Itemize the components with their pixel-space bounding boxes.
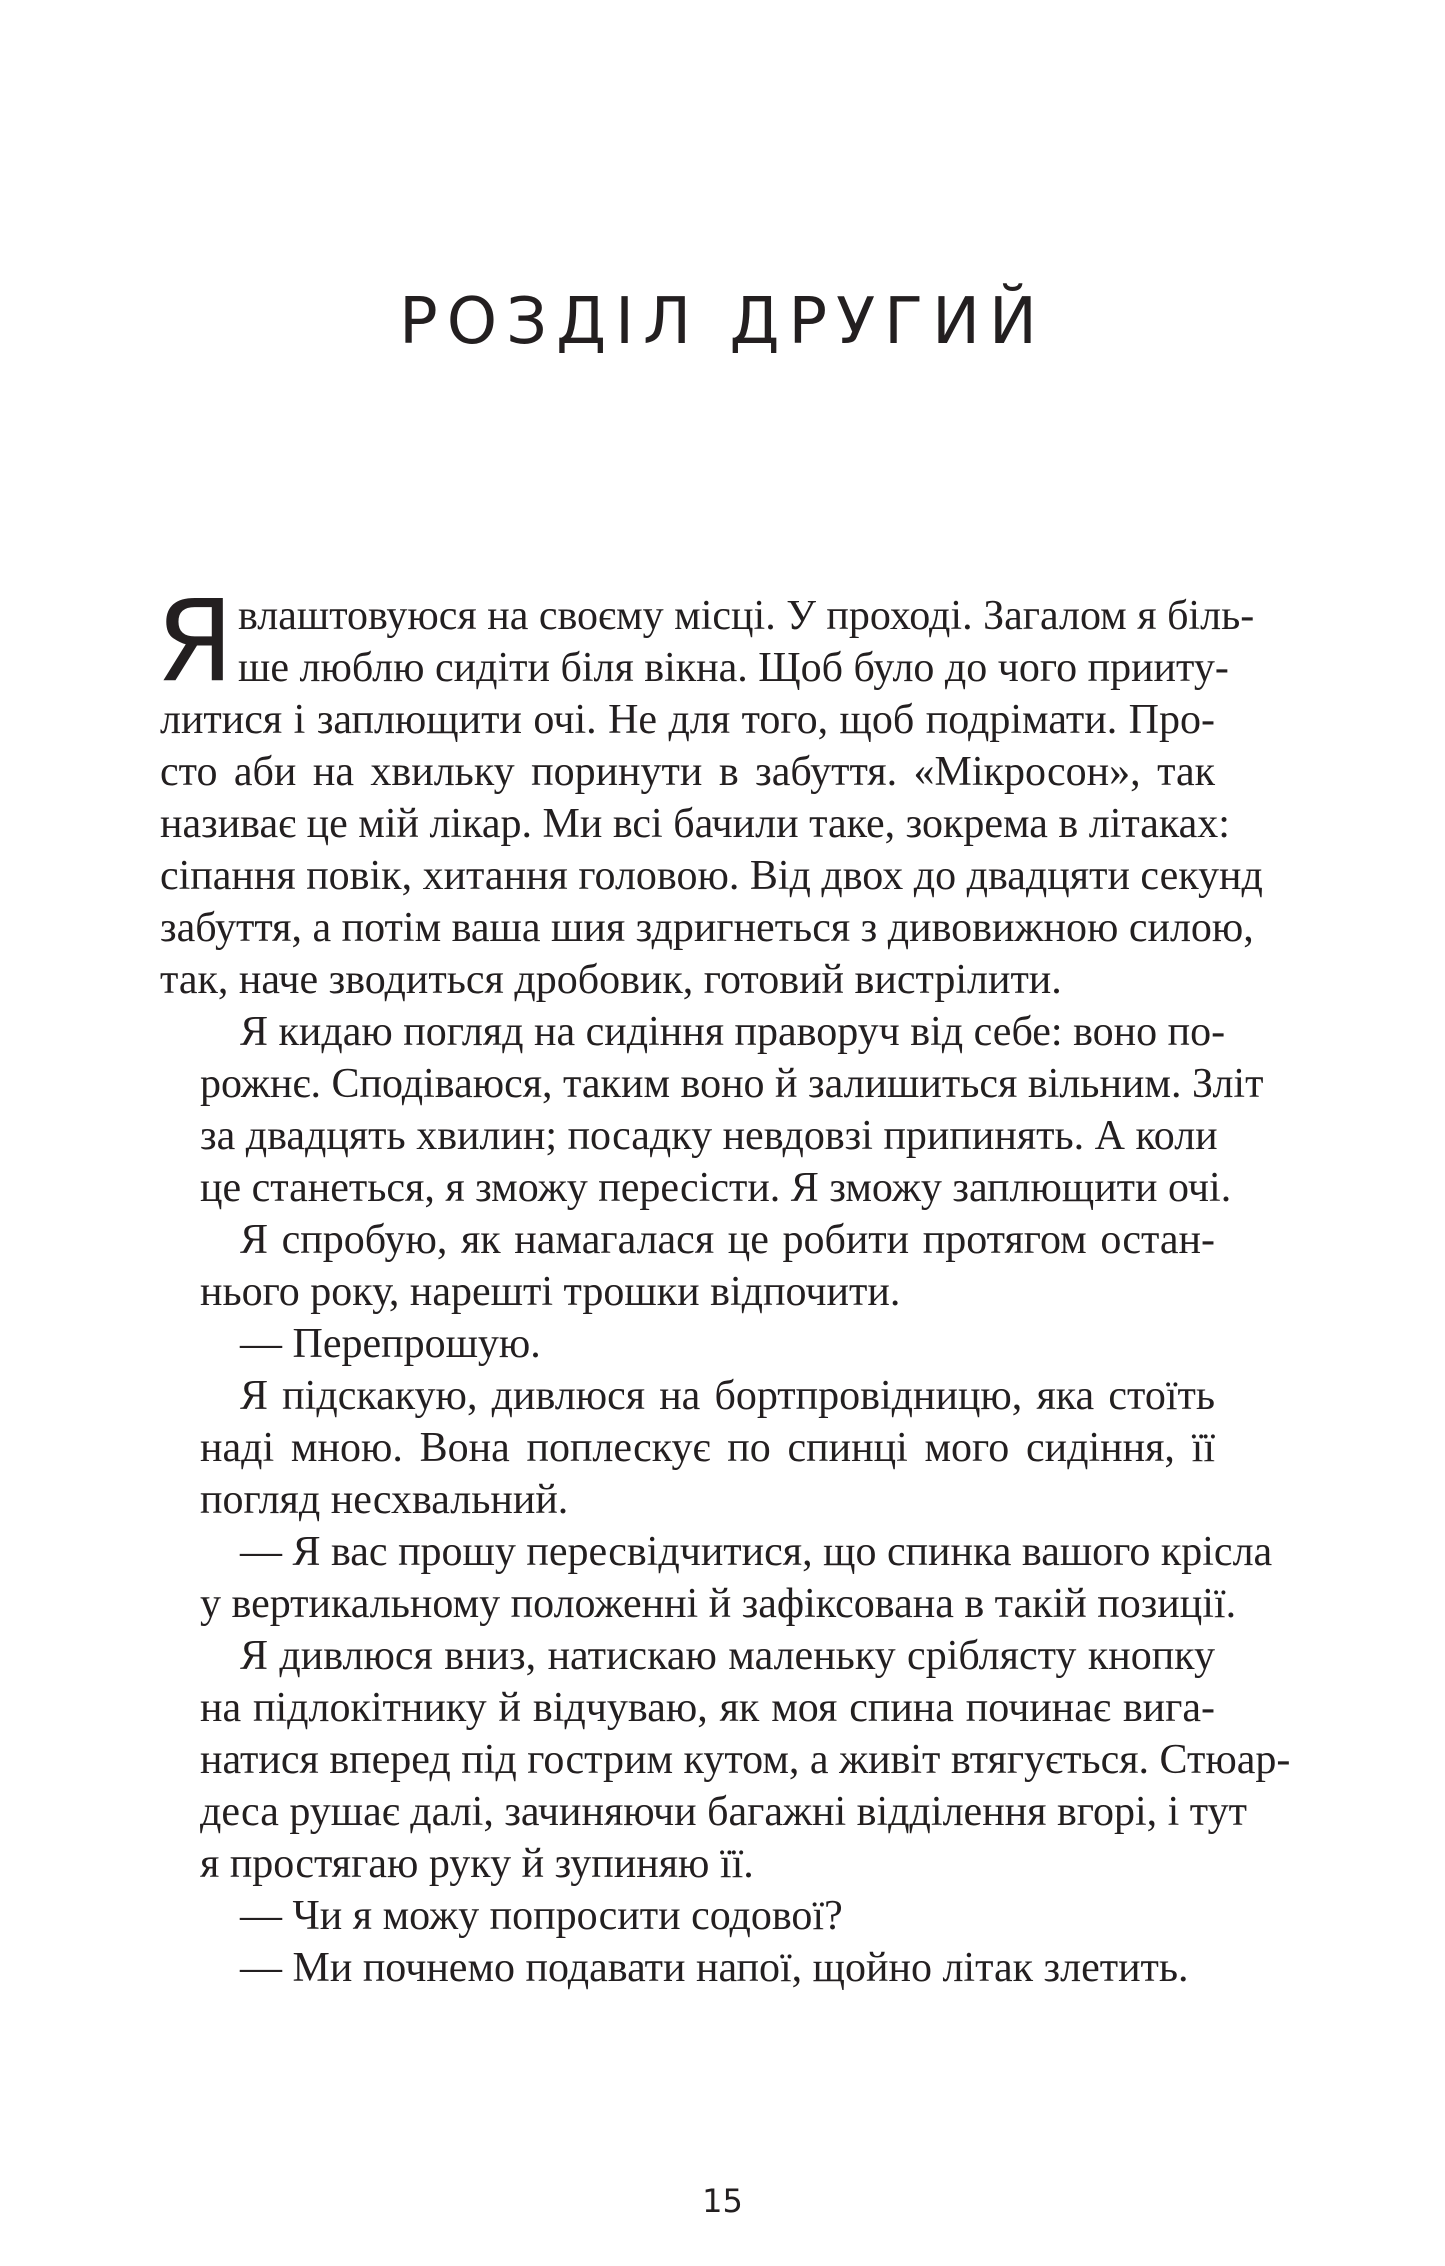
paragraph-5 <box>160 1370 1215 1526</box>
paragraph-4 <box>160 1318 1215 1370</box>
text-line: забуття, а потім ваша шия здригнеться з дивовижною силою, <box>160 905 1254 951</box>
text-line: Я кидаю погляд на сидіння праворуч від себе: воно по- <box>240 1009 1226 1055</box>
text-line: нього року, нарешті трошки відпочити. <box>200 1269 901 1315</box>
text-line: Я дивлюся вниз, натискаю маленьку сріблясту кнопку <box>240 1633 1215 1679</box>
text-line: Я підскакую, дивлюся на бортпровідницю, яка стоїть <box>240 1373 1215 1419</box>
chapter-title: РОЗДІЛ ДРУГИЙ <box>399 285 1046 359</box>
body-text <box>156 577 1291 1994</box>
text-line: так, наче зводиться дробовик, готовий вистрілити. <box>160 957 1062 1003</box>
text-line: Я спробую, як намагалася це робити протягом остан- <box>240 1217 1215 1263</box>
text-line: натися вперед під гострим кутом, а живіт втягується. Стюар- <box>200 1737 1291 1783</box>
page-number: 15 <box>702 2182 743 2220</box>
text-line: — Перепрошую. <box>240 1321 541 1367</box>
text-line: сіпання повік, хитання головою. Від двох до двадцяти секунд <box>160 853 1263 899</box>
text-line: у вертикальному положенні й зафіксована в такій позиції. <box>200 1581 1237 1627</box>
text-line: називає це мій лікар. Ми всі бачили таке, зокрема в літаках: <box>160 801 1230 847</box>
paragraph-2 <box>160 1006 1264 1214</box>
text-line: наді мною. Вона поплескує по спинці мого сидіння, її <box>200 1425 1215 1471</box>
text-line: на підлокітнику й відчуваю, як моя спина починає вига- <box>200 1685 1215 1731</box>
paragraph-6 <box>160 1526 1273 1630</box>
drop-cap: Я <box>156 577 234 707</box>
paragraph-1 <box>156 577 1263 1006</box>
text-line: — Ми почнемо подавати напої, щойно літак злетить. <box>240 1945 1189 1991</box>
text-line: ше люблю сидіти біля вікна. Щоб було до чого прииту- <box>238 645 1229 691</box>
text-line: сто аби на хвильку поринути в забуття. «Мікросон», так <box>160 749 1215 795</box>
paragraph-9 <box>160 1942 1215 1994</box>
paragraph-8 <box>160 1890 1215 1942</box>
text-line: — Чи я можу попросити содової? <box>240 1893 843 1939</box>
text-line: погляд несхвальний. <box>200 1477 569 1523</box>
text-line: деса рушає далі, зачиняючи багажні відділення вгорі, і тут <box>200 1789 1247 1835</box>
text-line: це станеться, я зможу пересісти. Я зможу заплющити очі. <box>200 1165 1232 1211</box>
text-line: за двадцять хвилин; посадку невдовзі припинять. А коли <box>200 1113 1218 1159</box>
paragraph-3 <box>160 1214 1215 1318</box>
paragraph-7 <box>160 1630 1291 1890</box>
text-line: рожнє. Сподіваюся, таким воно й залишиться вільним. Зліт <box>200 1061 1264 1107</box>
text-line: влаштовуюся на своєму місці. У проході. Загалом я біль- <box>238 593 1255 639</box>
text-line: — Я вас прошу пересвідчитися, що спинка вашого крісла <box>240 1529 1273 1575</box>
text-line: я простягаю руку й зупиняю її. <box>200 1841 754 1887</box>
text-line: литися і заплющити очі. Не для того, щоб подрімати. Про- <box>160 697 1215 743</box>
